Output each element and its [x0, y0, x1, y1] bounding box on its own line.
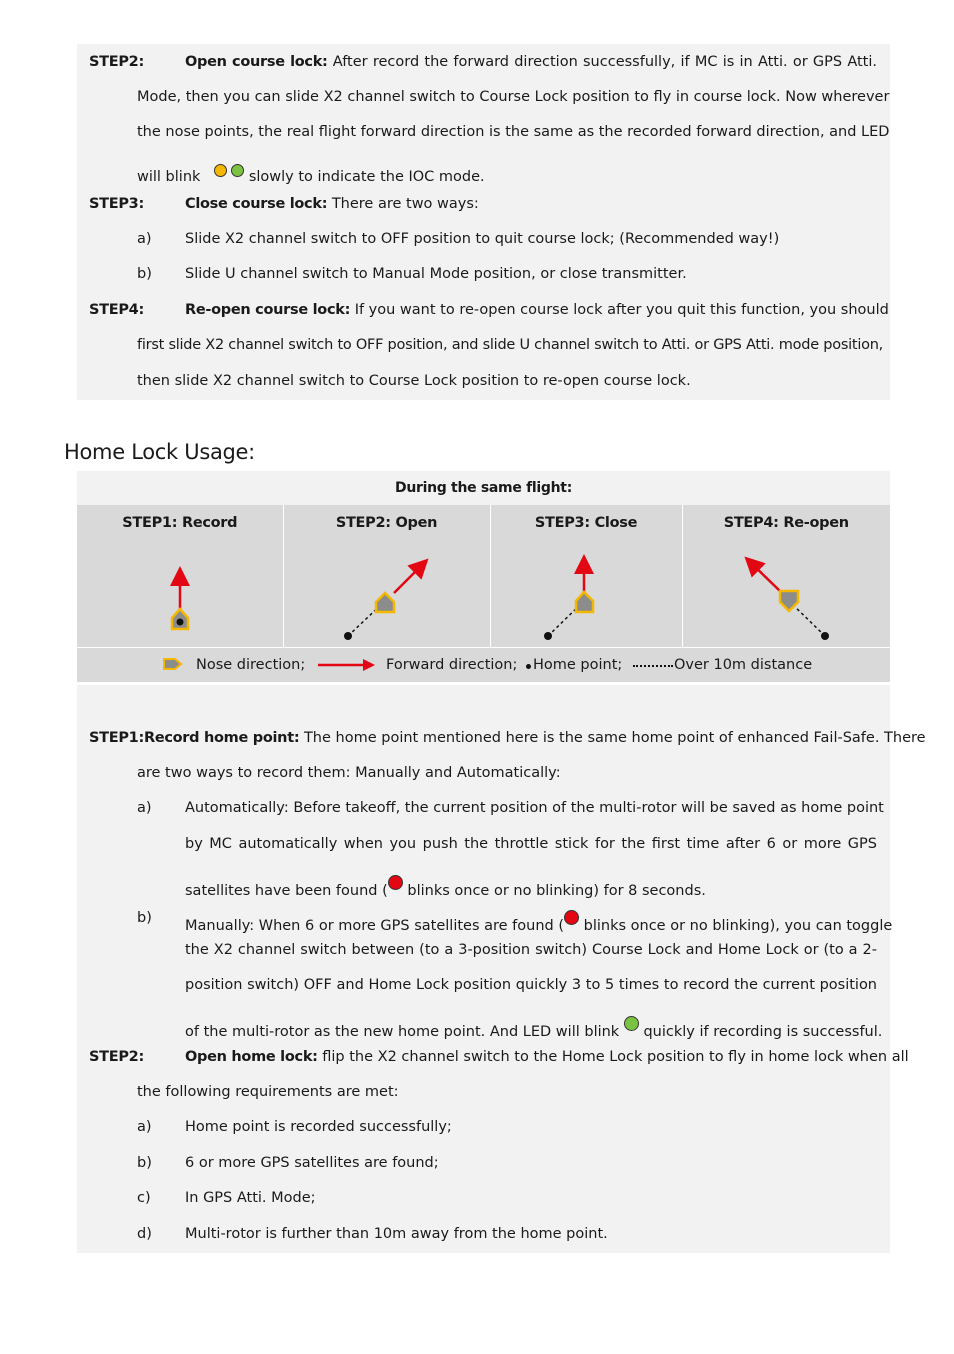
red-led-icon	[388, 875, 403, 890]
step4-line3: then slide X2 channel switch to Course Lock position to re-open course lock.	[137, 373, 691, 389]
hl-step2-line2: the following requirements are met:	[137, 1084, 399, 1100]
diagram-header-text: During the same flight:	[395, 480, 572, 496]
yellow-led-icon	[214, 164, 227, 177]
green-led-icon	[231, 164, 244, 177]
hl-step1-a-line3-start: satellites have been found (	[185, 883, 388, 899]
step2-label: STEP2:	[89, 54, 144, 70]
diagram-legend	[77, 648, 890, 683]
reopen-diagram	[683, 545, 891, 645]
legend-home-text: Home point;	[533, 657, 623, 673]
step4-title: Re-open course lock:	[185, 302, 351, 318]
step4-line2: first slide X2 channel switch to OFF position, and slide U channel switch to Atti. or GPS Atti. mode position,	[137, 337, 884, 353]
hl-step1-b-line4	[185, 1016, 882, 1040]
step3-line1	[185, 196, 479, 212]
hl-step2-item-c-marker: c)	[137, 1190, 151, 1206]
hl-step1-b-line3: position switch) OFF and Home Lock position quickly 3 to 5 times to record the current position	[185, 977, 877, 993]
step4-label: STEP4:	[89, 302, 144, 318]
hl-step2-item-d-marker: d)	[137, 1226, 152, 1242]
step3-item-a: Slide X2 channel switch to OFF position to quit course lock; (Recommended way!)	[185, 231, 780, 247]
legend-distance-text: Over 10m distance	[674, 657, 813, 673]
diagram-header	[77, 471, 890, 505]
hl-step1-a-line3-end: blinks once or no blinking) for 8 seconds.	[407, 883, 706, 899]
home-point-icon	[526, 664, 531, 669]
hl-step2-item-b: 6 or more GPS satellites are found;	[185, 1155, 439, 1171]
home-point	[821, 632, 829, 640]
step3-text: There are two ways:	[331, 196, 479, 212]
home-lock-heading: Home Lock Usage:	[64, 440, 255, 464]
hl-step2-item-a: Home point is recorded successfully;	[185, 1119, 452, 1135]
home-lock-diagram	[77, 471, 890, 682]
diagram-step3-cell	[490, 505, 682, 648]
diagram-step2-title: STEP2: Open	[335, 515, 438, 531]
diagram-step1-title: STEP1: Record	[122, 515, 238, 531]
close-diagram	[491, 545, 683, 645]
forward-arrow	[748, 560, 781, 592]
hl-step2-line1	[185, 1049, 909, 1065]
nose-marker	[376, 593, 394, 612]
hl-step2-item-c: In GPS Atti. Mode;	[185, 1190, 316, 1206]
forward-direction-icon	[317, 658, 377, 672]
red-led-icon	[564, 910, 579, 925]
step2-line4	[137, 164, 485, 185]
hl-step1-line1	[89, 730, 926, 746]
hl-step1-text: The home point mentioned here is the same home point of enhanced Fail-Safe. There	[303, 730, 926, 746]
hl-step2-item-a-marker: a)	[137, 1119, 152, 1135]
step2-text: After record the forward direction successfully, if MC is in Atti. or GPS Atti.	[332, 54, 878, 70]
step2-line2: Mode, then you can slide X2 channel switch to Course Lock position to fly in course lock. Now wherever	[137, 89, 890, 105]
diagram-step3-title: STEP3: Close	[534, 515, 638, 531]
hl-step1-b-marker: b)	[137, 910, 152, 926]
hl-step1-b-line4-start: of the multi-rotor as the new home point. And LED will blink	[185, 1024, 620, 1040]
hl-step1-a-line1: Automatically: Before takeoff, the current position of the multi-rotor will be saved as home point	[185, 800, 884, 816]
open-diagram	[284, 545, 491, 645]
hl-step1-b-line1-end: blinks once or no blinking), you can toggle	[583, 918, 893, 934]
hl-step1-b-line1-start: Manually: When 6 or more GPS satellites are found (	[185, 918, 565, 934]
step2-line3: the nose points, the real flight forward direction is the same as the recorded forward direction, and LED	[137, 124, 890, 140]
hl-step1-line2: are two ways to record them: Manually and Automatically:	[137, 765, 561, 781]
step3-label: STEP3:	[89, 196, 144, 212]
home-point	[344, 632, 352, 640]
diagram-step1-cell	[77, 505, 283, 648]
step3-item-b: Slide U channel switch to Manual Mode position, or close transmitter.	[185, 266, 687, 282]
step2-line1	[185, 54, 877, 70]
nose-marker	[780, 591, 798, 611]
hl-step1-a-line2: by MC automatically when you push the throttle stick for the first time after 6 or more GPS	[185, 836, 877, 852]
hl-step1-b-line1	[185, 910, 893, 934]
step4-text: If you want to re-open course lock after you quit this function, you should	[354, 302, 889, 318]
step2-line4-end: slowly to indicate the IOC mode.	[248, 169, 485, 185]
step3-item-b-marker: b)	[137, 266, 152, 282]
hl-step1-b-line4-end: quickly if recording is successful.	[643, 1024, 883, 1040]
hl-step2-label: STEP2:	[89, 1049, 144, 1065]
hl-step2-item-d: Multi-rotor is further than 10m away from the home point.	[185, 1226, 608, 1242]
hl-step1-a-marker: a)	[137, 800, 152, 816]
diagram-step4-cell	[682, 505, 890, 648]
step3-title: Close course lock:	[185, 196, 328, 212]
hl-step1-a-line3	[185, 875, 706, 899]
hl-step1-b-line2: the X2 channel switch between (to a 3-position switch) Course Lock and Home Lock or (to a 2-	[185, 942, 877, 958]
hl-step2-text: flip the X2 channel switch to the Home Lock position to fly in home lock when all	[322, 1049, 909, 1065]
legend-nose-text: Nose direction;	[196, 657, 306, 673]
step2-line4-start: will blink	[137, 169, 201, 185]
legend-forward-text: Forward direction;	[386, 657, 518, 673]
green-led-icon	[624, 1016, 639, 1031]
step2-title: Open course lock:	[185, 54, 328, 70]
record-diagram	[77, 545, 283, 645]
nose-marker	[576, 592, 593, 612]
step4-line1	[185, 302, 889, 318]
distance-line-icon	[633, 665, 673, 667]
diagram-step4-title: STEP4: Re-open	[723, 515, 849, 531]
hl-step2-title: Open home lock:	[185, 1049, 318, 1065]
home-point	[177, 619, 184, 626]
home-point	[544, 632, 552, 640]
hl-step1-label: STEP1:Record home point:	[89, 730, 300, 746]
diagram-step2-cell	[283, 505, 490, 648]
hl-step2-item-b-marker: b)	[137, 1155, 152, 1171]
nose-direction-icon	[162, 657, 184, 671]
step3-item-a-marker: a)	[137, 231, 152, 247]
forward-arrow	[394, 562, 425, 593]
